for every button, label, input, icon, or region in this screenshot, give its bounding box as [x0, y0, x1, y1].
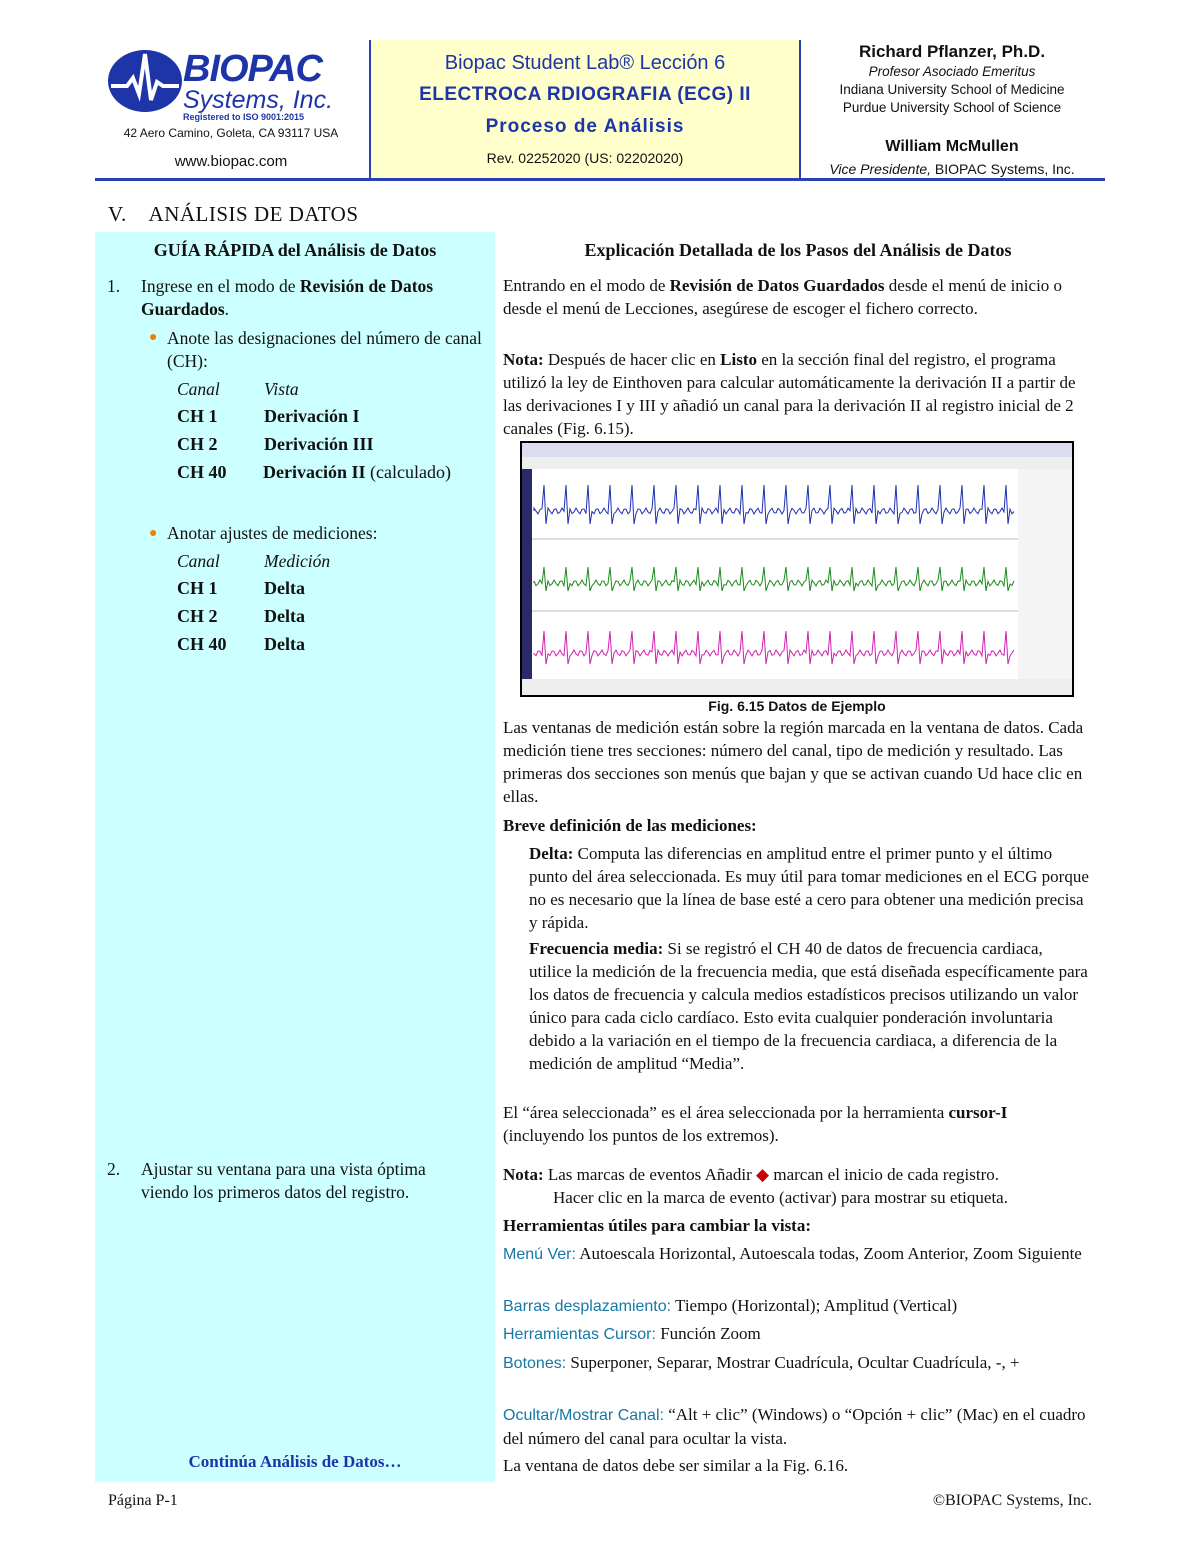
revision-number: Rev. 02252020 (US: 02202020) — [486, 150, 684, 166]
table2-val: Delta — [264, 578, 305, 598]
step2-number: 2. — [107, 1159, 121, 1179]
step1-text-c: . — [224, 299, 230, 319]
step1-mode: Revisión de Datos Guardados — [141, 276, 434, 319]
process-title: Proceso de Análisis — [485, 116, 685, 137]
paragraph-3 — [503, 1101, 1088, 1147]
tool-item — [503, 1351, 1088, 1375]
author1-name: Richard Pflanzer, Ph.D. — [858, 42, 1046, 61]
copyright: ©BIOPAC Systems, Inc. — [932, 1492, 1092, 1509]
logo-wordmark: BIOPAC — [183, 48, 322, 90]
biopac-logo-icon — [107, 48, 183, 114]
figure-caption: Fig. 6.15 Datos de Ejemplo — [708, 698, 886, 714]
author2-name: William McMullen — [885, 138, 1019, 155]
company-block — [95, 40, 367, 178]
tool-text: Autoescala Horizontal, Autoescala todas, Zoom Anterior, Zoom Siguiente — [575, 1244, 1082, 1263]
note1-listo: Listo — [720, 350, 757, 369]
freq-label: Frecuencia media: — [529, 939, 664, 958]
bullet-dot-icon: ● — [149, 330, 158, 345]
tool-item — [503, 1294, 1088, 1318]
lab-title: Biopac Student Lab® Lección 6 — [444, 52, 726, 74]
paragraph-last: La ventana de datos debe ser similar a la Fig. 6.16. — [503, 1456, 849, 1475]
continue-link[interactable]: Continúa Análisis de Datos… — [188, 1452, 402, 1471]
paragraph-2: Las ventanas de medición están sobre la región marcada en la ventana de datos. Cada medición tiene tres secciones: número del canal, tipo de medición y resultado. Las primeras dos secciones son menús que bajan y que se activan cuando Ud hace clic en ellas. — [503, 718, 1084, 806]
table1-extra: (calculado) — [365, 462, 451, 482]
author2-role: Vice Presidente, — [829, 161, 932, 177]
ecg-trace-3 — [534, 631, 1014, 664]
note1-c: en la sección final del registro, el programa utilizó la ley de Einthoven para calcular automáticamente la derivación II a partir de las derivaciones I y III y añadió un canal para la derivación II al registro inicial de 2 canales (Fig. 6.15). — [503, 350, 1076, 438]
delta-text: Computa las diferencias en amplitud entre el primer punto y el último punto del área seleccionada. Es muy útil para tomar mediciones en el ECG porque no es necesario que la línea de base esté a cero para obtener una medición precisa y rápida. — [529, 844, 1089, 932]
frequency-definition — [529, 937, 1089, 1075]
table1-ch: CH 40 — [177, 462, 227, 482]
table1-val: Derivación I — [264, 406, 360, 426]
note1-a: Después de hacer clic en — [543, 350, 721, 369]
paragraph-1 — [503, 274, 1088, 320]
author1-org2: Purdue University School of Science — [842, 100, 1062, 115]
page-number: Página P-1 — [108, 1492, 178, 1509]
bullet1-text: Anote las designaciones del número de canal (CH): — [167, 328, 482, 371]
tools-heading: Herramientas útiles para cambiar la vista: — [503, 1216, 812, 1235]
ecg-sample-figure — [520, 441, 1074, 697]
tool-label: Barras desplazamiento: — [503, 1298, 672, 1315]
note-1 — [503, 348, 1088, 440]
note-2 — [503, 1163, 1088, 1186]
tool-label: Botones: — [503, 1355, 567, 1372]
delta-label: Delta: — [529, 844, 574, 863]
tool-label: Herramientas Cursor: — [503, 1326, 656, 1343]
table2-ch: CH 40 — [177, 634, 227, 654]
author1-org1: Indiana University School of Medicine — [839, 82, 1065, 97]
detail-heading: Explicación Detallada de los Pasos del Análisis de Datos — [584, 240, 1012, 260]
authors-block — [799, 40, 1105, 178]
ecg-trace-2 — [534, 567, 1014, 591]
step1-number: 1. — [107, 276, 121, 296]
quick-guide-heading: GUÍA RÁPIDA del Análisis de Datos — [153, 240, 437, 260]
quick-guide-panel — [95, 232, 495, 1482]
table1-ch: CH 2 — [177, 434, 218, 454]
tool-label: Ocultar/Mostrar Canal: — [503, 1407, 664, 1424]
table1-head-vista: Vista — [264, 379, 299, 399]
step1-text — [141, 275, 481, 321]
header-divider — [95, 178, 1105, 181]
p1-a: Entrando en el modo de — [503, 276, 670, 295]
bullet2-text: Anotar ajustes de mediciones: — [167, 523, 378, 543]
p3-c: (incluyendo los puntos de los extremos). — [503, 1126, 779, 1145]
note2-line2: Hacer clic en la marca de evento (activar) para mostrar su etiqueta. — [553, 1188, 1008, 1207]
table2-val: Delta — [264, 634, 305, 654]
tool-text: “Alt + clic” (Windows) o “Opción + clic” (Mac) en el cuadro del número del canal para ocultar la vista. — [503, 1405, 1086, 1448]
tool-label: Menú Ver: — [503, 1246, 576, 1263]
tool-item — [503, 1322, 1088, 1346]
step1-text-a: Ingrese en el modo de — [141, 276, 300, 296]
lesson-title-block — [369, 40, 801, 178]
bullet-dot-icon: ● — [149, 526, 158, 541]
company-address: 42 Aero Camino, Goleta, CA 93117 USA — [123, 126, 339, 140]
table2-head-medicion: Medición — [264, 551, 331, 571]
note1-label: Nota: — [503, 350, 544, 369]
table1-head-canal: Canal — [177, 379, 220, 399]
table2-ch: CH 1 — [177, 578, 218, 598]
table2-ch: CH 2 — [177, 606, 218, 626]
tool-text: Función Zoom — [655, 1324, 761, 1343]
ecg-trace-1 — [534, 485, 1014, 524]
note2-b: marcan el inicio de cada registro. — [769, 1165, 999, 1184]
section-title: V. ANÁLISIS DE DATOS — [108, 202, 359, 226]
p1-mode: Revisión de Datos Guardados — [669, 276, 885, 295]
document-header — [95, 40, 1105, 182]
ecg-figure-graphic — [522, 443, 1072, 695]
table1-ch: CH 1 — [177, 406, 218, 426]
table1-val-row — [263, 462, 451, 483]
tool-item — [503, 1403, 1088, 1450]
author2-org: BIOPAC Systems, Inc. — [931, 161, 1075, 177]
tool-item — [503, 1242, 1088, 1266]
event-marker-icon: ◆ — [756, 1165, 770, 1184]
table2-head-canal: Canal — [177, 551, 220, 571]
logo-subtitle: Systems, Inc. — [183, 86, 334, 114]
table1-val: Derivación II — [263, 462, 366, 482]
p3-cursor: cursor-I — [948, 1103, 1008, 1122]
tool-text: Superponer, Separar, Mostrar Cuadrícula, Ocultar Cuadrícula, -, + — [566, 1353, 1020, 1372]
table1-val: Derivación III — [264, 434, 374, 454]
note2-label: Nota: — [503, 1165, 544, 1184]
author2-affiliation — [799, 161, 1105, 177]
logo-registration: Registered to ISO 9001:2015 — [183, 112, 305, 122]
company-website[interactable]: www.biopac.com — [174, 153, 288, 170]
p3-a: El “área seleccionada” es el área seleccionada por la herramienta — [503, 1103, 949, 1122]
delta-definition — [529, 842, 1089, 934]
table2-val: Delta — [264, 606, 305, 626]
freq-text: Si se registró el CH 40 de datos de frecuencia cardiaca, utilice la medición de la frecuencia media, que está diseñada específicamente para los datos de frecuencia y calcula medios estadísticos precisos utilizando un valor único para cada ciclo cardíaco. Esto evita cualquier ponderación involuntaria debido a la variación en el tiempo de la frecuencia cardiaca, a diferencia de la medición de amplitud “Media”. — [529, 939, 1088, 1073]
author1-role: Profesor Asociado Emeritus — [868, 64, 1036, 79]
lesson-title: ELECTROCA RDIOGRAFIA (ECG) II — [419, 84, 751, 105]
note2-a: Las marcas de eventos Añadir — [543, 1165, 757, 1184]
definitions-heading: Breve definición de las mediciones: — [503, 816, 757, 835]
tool-text: Tiempo (Horizontal); Amplitud (Vertical) — [671, 1296, 958, 1315]
step2-text: Ajustar su ventana para una vista óptima viendo los primeros datos del registro. — [141, 1159, 426, 1202]
p1-c: desde el menú de inicio o desde el menú de Lecciones, asegúrese de escoger el fichero correcto. — [503, 276, 1063, 318]
